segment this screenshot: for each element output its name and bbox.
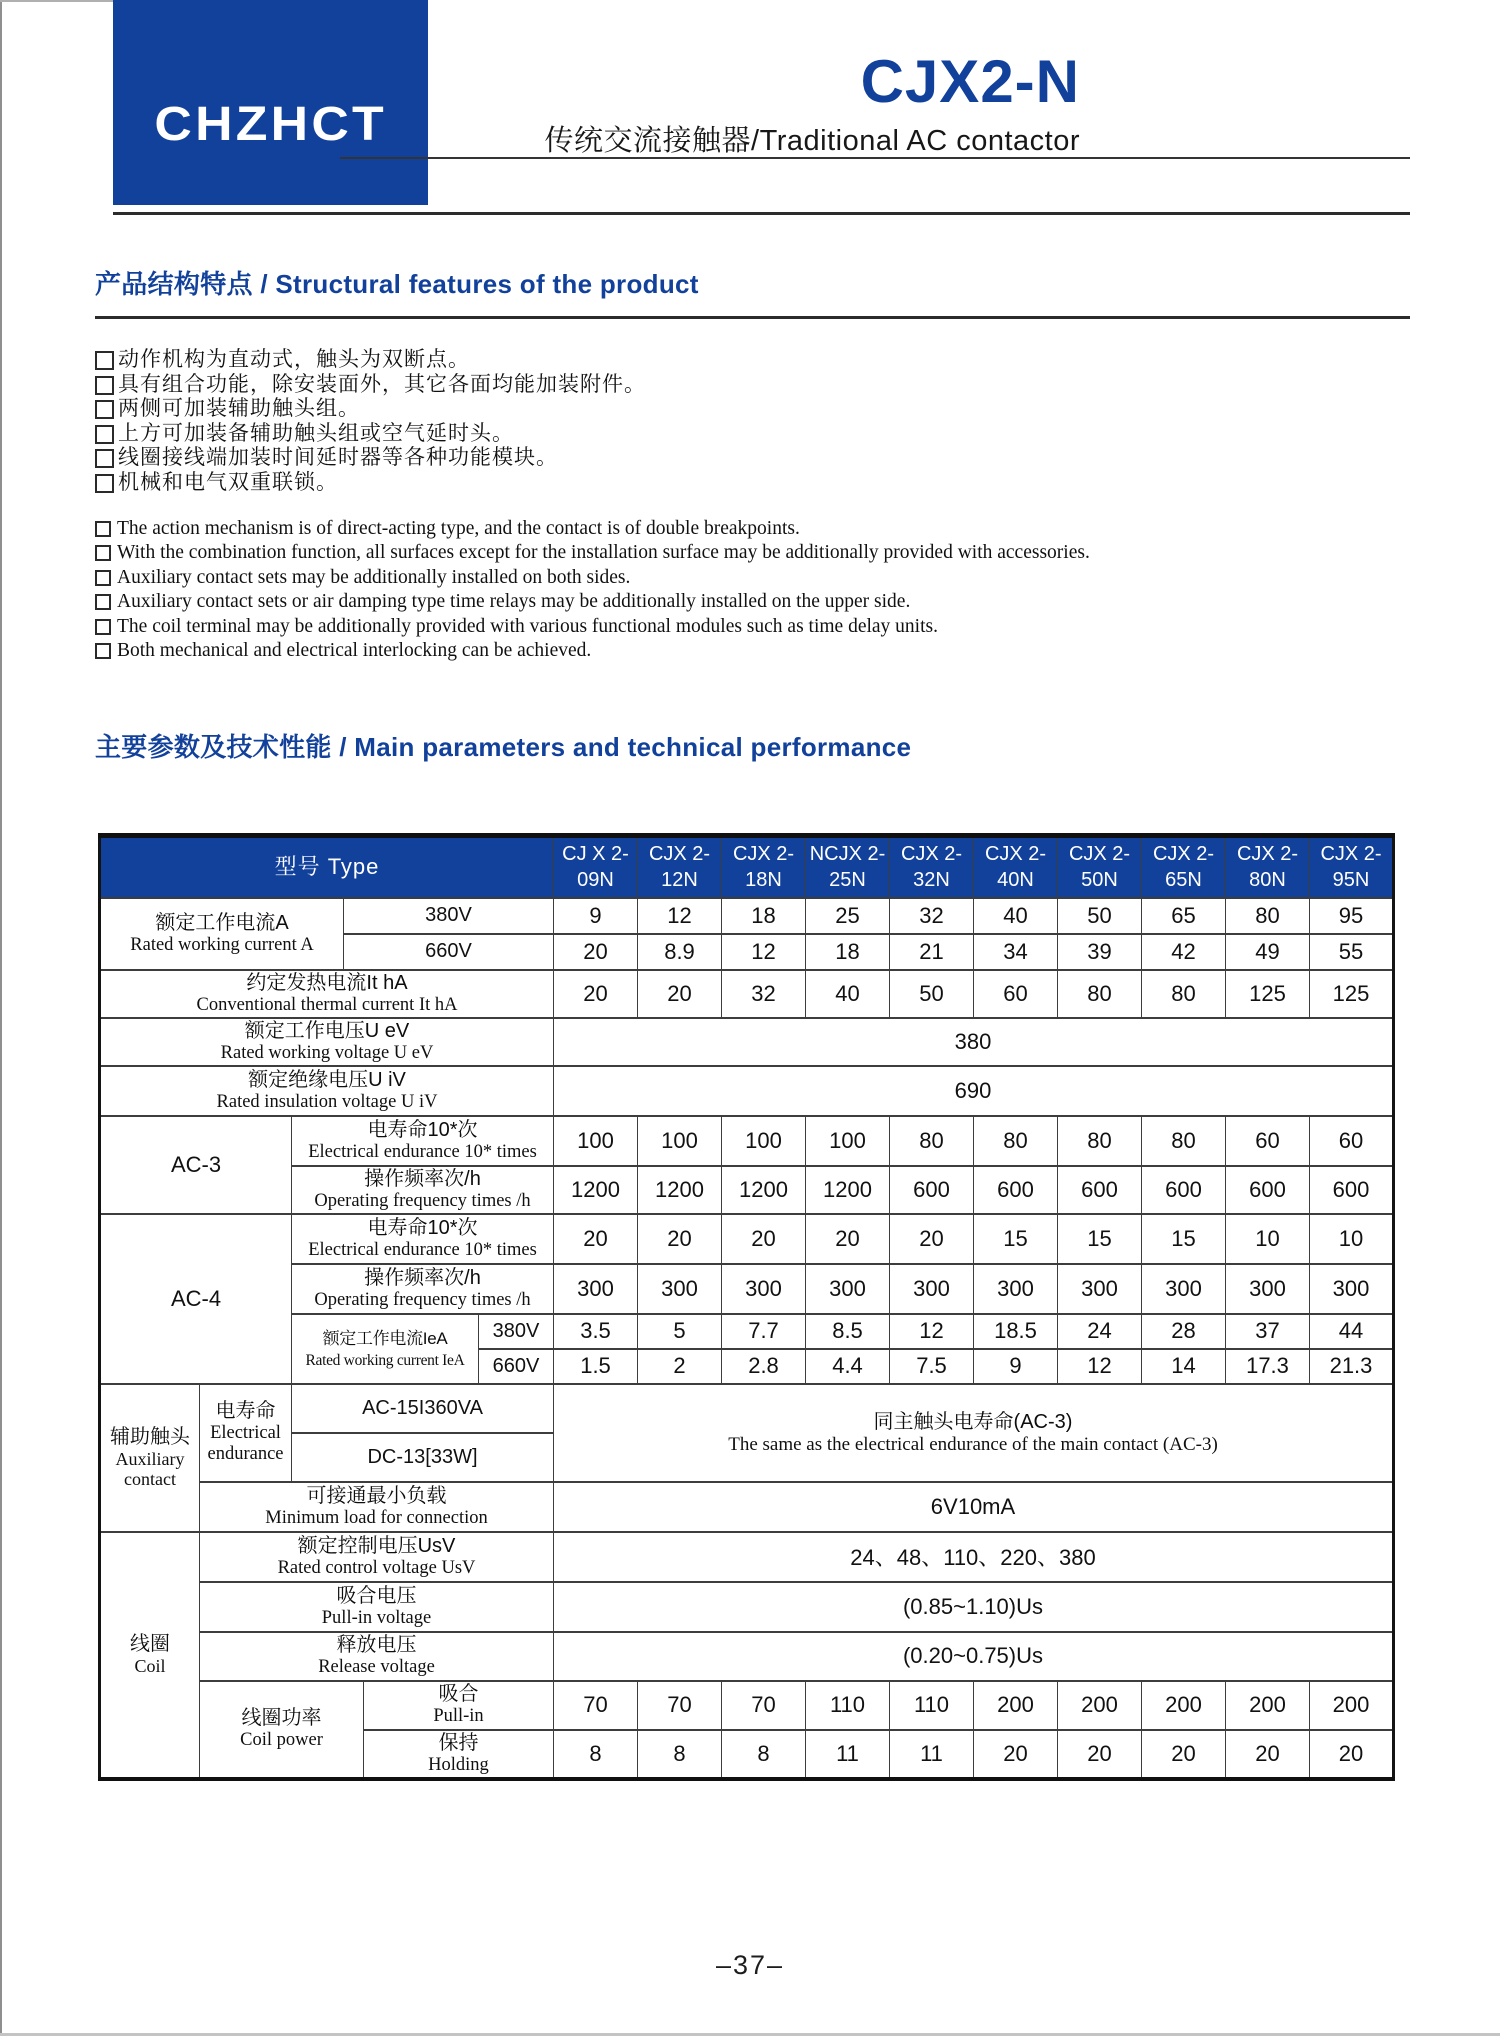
row-label-cell [292, 1166, 554, 1214]
row-label-cell [200, 1532, 554, 1582]
feature-text-zh: 上方可加装备辅助触头组或空气延时头。 [118, 421, 514, 445]
span-value-cell: 6V10mA [554, 1482, 1394, 1532]
list-item [95, 541, 1090, 565]
label-zh: 操作频率次/h [364, 1266, 481, 1289]
model-line2: 32N [913, 869, 950, 892]
model-header-cell [806, 836, 890, 898]
checkbox-square-icon [95, 351, 114, 370]
section-title-features: 产品结构特点 / Structural features of the product [95, 269, 699, 299]
model-line2: 65N [1165, 869, 1202, 892]
table-cell: 300 [806, 1264, 890, 1314]
table-cell: 100 [806, 1116, 890, 1166]
product-subtitle: 传统交流接触器/Traditional AC contactor [544, 125, 1080, 157]
span-value-cell: (0.20~0.75)Us [554, 1632, 1394, 1681]
table-cell: 300 [1142, 1264, 1226, 1314]
model-line1: CJX 2- [984, 843, 1047, 866]
list-item [95, 615, 1090, 639]
table-cell: 50 [1058, 898, 1142, 934]
table-cell: 125 [1310, 970, 1394, 1018]
span-value-cell [554, 1384, 1394, 1482]
row-label-cell [100, 1066, 554, 1116]
list-item [95, 397, 646, 422]
label-zh: 保持 [438, 1731, 479, 1754]
group-cell-ac4: AC-4 [100, 1214, 292, 1384]
feature-text-zh: 线圈接线端加装时间延时器等各种功能模块。 [118, 446, 558, 470]
table-cell: 18 [722, 898, 806, 934]
table-cell: 300 [1310, 1264, 1394, 1314]
model-header-cell [890, 836, 974, 898]
table-cell: 5 [638, 1314, 722, 1349]
table-cell: 60 [1226, 1116, 1310, 1166]
table-cell: 1200 [722, 1166, 806, 1214]
label-zh: 额定控制电压UsV [297, 1534, 456, 1557]
table-cell: 300 [1058, 1264, 1142, 1314]
list-item [95, 517, 1090, 541]
table-cell: 40 [974, 898, 1058, 934]
table-cell: 300 [554, 1264, 638, 1314]
table-cell: 20 [1226, 1730, 1310, 1779]
table-cell: 10 [1310, 1214, 1394, 1264]
table-cell: 110 [806, 1681, 890, 1730]
row-label-cell [100, 970, 554, 1018]
header-rule-upper [340, 157, 1410, 159]
model-line1: CJX 2- [1320, 843, 1382, 866]
model-line1: CJX 2- [1236, 843, 1299, 866]
checkbox-square-icon [95, 474, 114, 493]
model-line2: 95N [1332, 869, 1370, 892]
table-cell: 110 [890, 1681, 974, 1730]
table-cell: 20 [806, 1214, 890, 1264]
table-row [100, 1116, 1394, 1166]
table-cell: 20 [1142, 1730, 1226, 1779]
label-zh: 额定工作电流A [155, 911, 289, 934]
table-cell: 80 [1142, 1116, 1226, 1166]
row-label-cell [100, 898, 344, 970]
feature-text-en: The coil terminal may be additionally provided with various functional modules such as time delay units. [117, 615, 938, 637]
table-cell: 600 [974, 1166, 1058, 1214]
label-zh: 辅助触头 [110, 1426, 190, 1448]
table-row [100, 1632, 1394, 1681]
model-header-cell [1142, 836, 1226, 898]
row-label-cell [292, 1314, 479, 1384]
list-item [95, 373, 646, 398]
table-row [100, 1681, 1394, 1730]
span-value-cell: (0.85~1.10)Us [554, 1582, 1394, 1632]
table-cell: 200 [974, 1681, 1058, 1730]
table-cell: 1.5 [554, 1349, 638, 1384]
table-cell: 80 [1058, 1116, 1142, 1166]
row-label-cell [200, 1681, 364, 1779]
checkbox-square-icon [95, 400, 114, 419]
table-cell: 8 [554, 1730, 638, 1779]
model-line2: 50N [1081, 869, 1118, 892]
table-row [100, 1314, 1394, 1349]
checkbox-square-icon [95, 425, 114, 444]
row-label-cell [292, 1214, 554, 1264]
list-item [95, 446, 646, 471]
header-rule-lower [113, 212, 1410, 215]
table-cell: 65 [1142, 898, 1226, 934]
checkbox-square-icon [95, 449, 114, 468]
label-zh: 释放电压 [336, 1634, 417, 1656]
row-label-cell [292, 1116, 554, 1166]
model-header-cell [1226, 836, 1310, 898]
table-cell: 37 [1226, 1314, 1310, 1349]
label-zh: 额定绝缘电压U iV [248, 1068, 406, 1091]
row-label-cell [200, 1384, 292, 1482]
table-cell: 17.3 [1226, 1349, 1310, 1384]
table-cell: 200 [1058, 1681, 1142, 1730]
table-cell: 300 [1226, 1264, 1310, 1314]
label-en: Operating frequency times /h [314, 1190, 531, 1211]
label-en: Conventional thermal current It hA [196, 994, 458, 1015]
table-cell: 100 [722, 1116, 806, 1166]
model-line2: 25N [829, 869, 866, 892]
label-en: Coil [134, 1656, 166, 1676]
table-cell: 49 [1226, 934, 1310, 970]
table-cell: 25 [806, 898, 890, 934]
table-cell: 20 [1058, 1730, 1142, 1779]
table-cell: 18 [806, 934, 890, 970]
table-cell: 100 [554, 1116, 638, 1166]
table-cell: 7.5 [890, 1349, 974, 1384]
label-en: Rated working current IeA [305, 1351, 465, 1369]
table-cell: 70 [722, 1681, 806, 1730]
table-row [100, 1582, 1394, 1632]
condition-cell [364, 1681, 554, 1730]
table-cell: 20 [638, 970, 722, 1018]
table-cell: 11 [806, 1730, 890, 1779]
model-line1: CJX 2- [900, 843, 963, 866]
condition-cell: DC-13[33W] [292, 1433, 554, 1482]
row-label-cell [200, 1482, 554, 1532]
table-row [100, 1214, 1394, 1264]
table-cell: 600 [890, 1166, 974, 1214]
group-cell-aux [100, 1384, 200, 1532]
table-cell: 10 [1226, 1214, 1310, 1264]
group-cell-ac3: AC-3 [100, 1116, 292, 1214]
model-line2: 12N [661, 869, 698, 892]
table-cell: 60 [974, 970, 1058, 1018]
model-line1: CJX 2- [648, 843, 711, 866]
features-rule [95, 316, 1410, 319]
table-cell: 80 [1058, 970, 1142, 1018]
table-cell: 21 [890, 934, 974, 970]
table-cell: 9 [554, 898, 638, 934]
condition-cell [364, 1730, 554, 1779]
model-line1: CJX 2- [1068, 843, 1131, 866]
label-zh: 电寿命10*次 [367, 1216, 478, 1239]
label-zh: 操作频率次/h [364, 1167, 481, 1190]
label-en: Auxiliary contact [115, 1449, 185, 1489]
label-en: Pull-in [433, 1706, 484, 1726]
page-number: –37– [715, 1950, 785, 1980]
table-cell: 20 [722, 1214, 806, 1264]
table-cell: 1200 [638, 1166, 722, 1214]
table-cell: 44 [1310, 1314, 1394, 1349]
model-line2: 09N [577, 869, 614, 892]
table-cell: 80 [890, 1116, 974, 1166]
label-en: Electrical endurance 10* times [308, 1239, 537, 1260]
label-en: Pull-in voltage [321, 1607, 432, 1628]
span-value-cell: 24、48、110、220、380 [554, 1532, 1394, 1582]
table-row [100, 1264, 1394, 1314]
table-cell: 80 [974, 1116, 1058, 1166]
model-header-cell [1310, 836, 1394, 898]
condition-cell: 660V [479, 1349, 554, 1384]
section-title-parameters: 主要参数及技术性能 / Main parameters and technical performance [95, 732, 912, 762]
label-zh: 吸合电压 [336, 1584, 417, 1607]
label-en: Rated insulation voltage U iV [216, 1091, 438, 1112]
page-edge-top [0, 0, 115, 2]
table-cell: 8.9 [638, 934, 722, 970]
table-cell: 600 [1226, 1166, 1310, 1214]
checkbox-square-icon [95, 570, 111, 586]
label-en: Minimum load for connection [265, 1507, 488, 1528]
label-en: Rated control voltage UsV [277, 1557, 476, 1578]
table-cell: 28 [1142, 1314, 1226, 1349]
brand-logo [113, 0, 428, 205]
table-cell: 600 [1142, 1166, 1226, 1214]
table-cell: 12 [722, 934, 806, 970]
label-en: Rated working current A [130, 934, 314, 955]
table-row [100, 898, 1394, 934]
table-cell: 15 [974, 1214, 1058, 1264]
table-row [100, 970, 1394, 1018]
model-line2: 40N [997, 869, 1034, 892]
label-en: Electrical endurance [207, 1423, 284, 1464]
table-row [100, 1018, 1394, 1066]
condition-cell: 660V [344, 934, 554, 970]
table-cell: 32 [890, 898, 974, 934]
table-cell: 40 [806, 970, 890, 1018]
table-cell: 20 [554, 970, 638, 1018]
table-cell: 12 [1058, 1349, 1142, 1384]
span-value-cell: 690 [554, 1066, 1394, 1116]
condition-cell: AC-15I360VA [292, 1384, 554, 1433]
checkbox-square-icon [95, 594, 111, 610]
label-zh: 线圈 [130, 1633, 170, 1655]
features-list-zh [95, 348, 646, 496]
label-en: Coil power [240, 1730, 323, 1750]
table-cell: 20 [554, 934, 638, 970]
parameters-table [98, 833, 1395, 1781]
checkbox-square-icon [95, 545, 111, 561]
list-item [95, 566, 1090, 590]
value-zh: 同主触头电寿命(AC-3) [873, 1410, 1073, 1433]
model-line1: CJX 2- [732, 843, 795, 866]
table-cell: 3.5 [554, 1314, 638, 1349]
list-item [95, 471, 646, 496]
table-cell: 300 [638, 1264, 722, 1314]
table-cell: 34 [974, 934, 1058, 970]
table-cell: 600 [1058, 1166, 1142, 1214]
table-cell: 2 [638, 1349, 722, 1384]
span-value-cell: 380 [554, 1018, 1394, 1066]
label-zh: 电寿命 [215, 1400, 276, 1422]
row-label-cell [200, 1632, 554, 1681]
table-cell: 8.5 [806, 1314, 890, 1349]
table-cell: 200 [1142, 1681, 1226, 1730]
feature-text-en: Both mechanical and electrical interlocking can be achieved. [117, 640, 592, 662]
table-cell: 1200 [806, 1166, 890, 1214]
group-cell-coil [100, 1532, 200, 1779]
table-cell: 80 [1142, 970, 1226, 1018]
model-header-cell [1058, 836, 1142, 898]
label-zh: 吸合 [438, 1683, 479, 1705]
model-line2: 80N [1249, 869, 1286, 892]
label-en: Rated working voltage U eV [220, 1042, 434, 1063]
table-cell: 12 [638, 898, 722, 934]
table-row [100, 1066, 1394, 1116]
table-row [100, 1482, 1394, 1532]
table-cell: 7.7 [722, 1314, 806, 1349]
value-en: The same as the electrical endurance of the main contact (AC-3) [728, 1433, 1218, 1455]
feature-text-en: Auxiliary contact sets may be additionally installed on both sides. [117, 566, 631, 588]
label-zh: 电寿命10*次 [367, 1118, 478, 1141]
table-header-row [100, 836, 1394, 898]
header-title-block [544, 48, 1080, 159]
table-cell: 1200 [554, 1166, 638, 1214]
model-line1: CJX 2- [1152, 843, 1215, 866]
table-cell: 39 [1058, 934, 1142, 970]
table-cell: 9 [974, 1349, 1058, 1384]
label-en: Electrical endurance 10* times [308, 1141, 537, 1162]
table-cell: 11 [890, 1730, 974, 1779]
table-cell: 8 [722, 1730, 806, 1779]
table-cell: 300 [974, 1264, 1058, 1314]
table-cell: 70 [554, 1681, 638, 1730]
model-header-cell [554, 836, 638, 898]
feature-text-en: Auxiliary contact sets or air damping type time relays may be additionally installed on the upper side. [117, 591, 911, 613]
table-cell: 60 [1310, 1116, 1394, 1166]
feature-text-zh: 机械和电气双重联锁。 [118, 470, 338, 494]
model-line2: 18N [745, 869, 782, 892]
table-cell: 4.4 [806, 1349, 890, 1384]
table-cell: 12 [890, 1314, 974, 1349]
brand-logo-text: CHZHCT [154, 98, 387, 151]
table-cell: 200 [1310, 1681, 1394, 1730]
table-cell: 42 [1142, 934, 1226, 970]
product-model-title: CJX2-N [860, 48, 1080, 115]
table-cell: 8 [638, 1730, 722, 1779]
table-cell: 600 [1310, 1166, 1394, 1214]
list-item [95, 590, 1090, 614]
list-item [95, 639, 1090, 663]
table-cell: 300 [890, 1264, 974, 1314]
list-item [95, 422, 646, 447]
condition-cell: 380V [344, 898, 554, 934]
page-edge-left [0, 0, 2, 2036]
feature-text-en: With the combination function, all surfaces except for the installation surface may be additionally provided with accessories. [117, 542, 1090, 564]
table-cell: 2.8 [722, 1349, 806, 1384]
checkbox-square-icon [95, 376, 114, 395]
table-cell: 50 [890, 970, 974, 1018]
table-cell: 15 [1058, 1214, 1142, 1264]
model-line1: CJ X 2- [562, 843, 629, 866]
table-cell: 20 [890, 1214, 974, 1264]
checkbox-square-icon [95, 619, 111, 635]
label-zh: 约定发热电流It hA [246, 971, 408, 994]
table-row [100, 1532, 1394, 1582]
table-cell: 14 [1142, 1349, 1226, 1384]
table-cell: 55 [1310, 934, 1394, 970]
model-header-cell [974, 836, 1058, 898]
table-cell: 200 [1226, 1681, 1310, 1730]
label-en: Operating frequency times /h [314, 1289, 531, 1310]
table-cell: 20 [554, 1214, 638, 1264]
table-cell: 80 [1226, 898, 1310, 934]
table-cell: 125 [1226, 970, 1310, 1018]
model-header-cell [638, 836, 722, 898]
list-item [95, 348, 646, 373]
table-cell: 100 [638, 1116, 722, 1166]
label-en: Release voltage [318, 1657, 435, 1677]
table-row [100, 1384, 1394, 1433]
model-line1: NCJX 2- [809, 843, 886, 866]
label-zh: 额定工作电流IeA [322, 1328, 448, 1348]
table-cell: 24 [1058, 1314, 1142, 1349]
checkbox-square-icon [95, 521, 111, 537]
table-cell: 21.3 [1310, 1349, 1394, 1384]
table-cell: 20 [974, 1730, 1058, 1779]
table-cell: 70 [638, 1681, 722, 1730]
type-header-cell: 型号 Type [100, 836, 554, 898]
feature-text-en: The action mechanism is of direct-acting type, and the contact is of double breakpoints. [117, 518, 800, 539]
row-label-cell [292, 1264, 554, 1314]
row-label-cell [200, 1582, 554, 1632]
checkbox-square-icon [95, 643, 111, 659]
label-zh: 线圈功率 [241, 1707, 322, 1729]
condition-cell: 380V [479, 1314, 554, 1349]
table-cell: 20 [1310, 1730, 1394, 1779]
feature-text-zh: 两侧可加装辅助触头组。 [118, 397, 360, 421]
table-cell: 20 [638, 1214, 722, 1264]
table-cell: 15 [1142, 1214, 1226, 1264]
label-en: Holding [428, 1754, 489, 1775]
table-cell: 32 [722, 970, 806, 1018]
feature-text-zh: 动作机构为直动式，触头为双断点。 [118, 348, 470, 371]
model-header-cell [722, 836, 806, 898]
features-list-en [95, 517, 1090, 663]
table-cell: 18.5 [974, 1314, 1058, 1349]
label-zh: 额定工作电压U eV [244, 1019, 410, 1042]
table-cell: 95 [1310, 898, 1394, 934]
table-row [100, 1166, 1394, 1214]
row-label-cell [100, 1018, 554, 1066]
table-cell: 300 [722, 1264, 806, 1314]
label-zh: 可接通最小负载 [306, 1484, 447, 1507]
feature-text-zh: 具有组合功能，除安装面外，其它各面均能加装附件。 [118, 372, 646, 396]
